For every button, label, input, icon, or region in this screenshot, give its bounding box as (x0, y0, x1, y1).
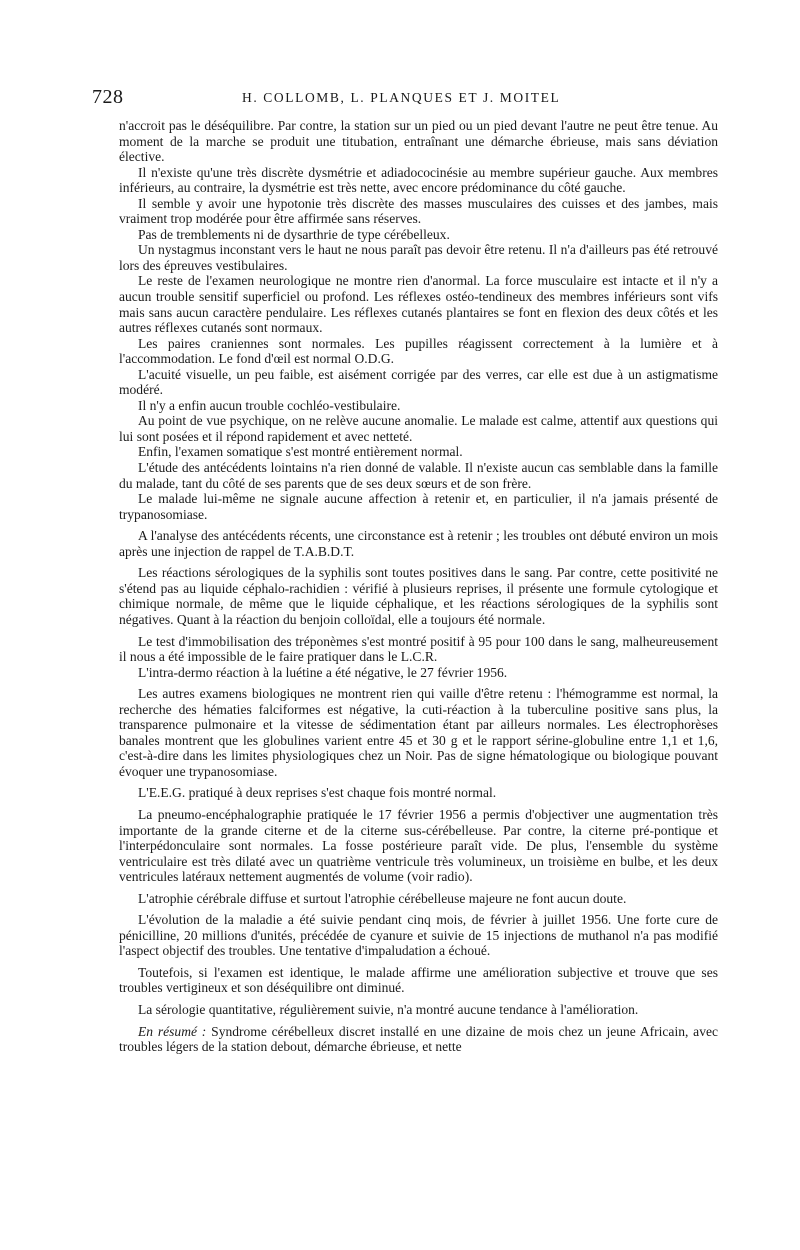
paragraph: Les paires craniennes sont normales. Les pupilles réagissent correctement à la lumière et à l'accommodation. Le fond d'œil est normal O.D.G. (119, 335, 718, 367)
paragraph: Il n'y a enfin aucun trouble cochléo-vestibulaire. (138, 397, 401, 413)
paragraph: Les réactions sérologiques de la syphilis sont toutes positives dans le sang. Par contre, cette positivité ne s'étend pas au liquide céphalo-rachidien : vérifié à plusieurs reprises, il présente une formule cytologique et chimique normale, de même que le liquide céphalique, et les réactions sérologiques de la syphilis sont négatives. Quant à la réaction du benjoin colloïdal, elle a toujours été normale. (119, 565, 718, 627)
paragraph: Il n'existe qu'une très discrète dysmétrie et adiadococinésie au membre supérieur gauche. Aux membres inférieurs, au contraire, la dysmétrie est très nette, avec encore prédominance du côté gauche. (119, 164, 718, 196)
paragraph: Un nystagmus inconstant vers le haut ne nous paraît pas devoir être retenu. Il n'a d'ailleurs pas été retrouvé lors des épreuves vestibulaires. (119, 242, 718, 273)
paragraph: L'évolution de la maladie a été suivie pendant cinq mois, de février à juillet 1956. Une forte cure de pénicilline, 20 millions d'unités, précédée de cyanure et suivie de 15 injections de muthanol n'a pas modifié l'aspect objectif des troubles. Une tentative d'impaludation a échoué. (119, 912, 718, 959)
paragraph: Au point de vue psychique, on ne relève aucune anomalie. Le malade est calme, attentif aux questions qui lui sont posées et il répond rapidement et avec netteté. (119, 413, 718, 444)
paragraph: L'E.E.G. pratiqué à deux reprises s'est chaque fois montré normal. (138, 785, 497, 801)
paragraph: Le malade lui-même ne signale aucune affection à retenir et, en particulier, il n'a jamais présenté de trypanosomiase. (119, 491, 718, 522)
paragraph: L'atrophie cérébrale diffuse et surtout l'atrophie cérébelleuse majeure ne font aucun doute. (138, 890, 627, 906)
page-number: 728 (92, 86, 124, 108)
page-header (92, 86, 718, 108)
paragraph: L'étude des antécédents lointains n'a rien donné de valable. Il n'existe aucun cas semblable dans la famille du malade, tant du côté de ses parents que de ses deux sœurs et de son frère. (119, 460, 718, 491)
paragraph: Pas de tremblements ni de dysarthrie de type cérébelleux. (138, 226, 450, 242)
paragraph: L'acuité visuelle, un peu faible, est aisément corrigée par des verres, car elle est due à un astigmatisme modéré. (119, 366, 718, 398)
paragraph: Le test d'immobilisation des tréponèmes s'est montré positif à 95 pour 100 dans le sang, malheureusement il nous a été impossible de le faire pratiquer dans le L.C.R. (119, 633, 718, 665)
paragraph: La sérologie quantitative, régulièrement suivie, n'a montré aucune tendance à l'amélioration. (138, 1001, 639, 1017)
paragraph: A l'analyse des antécédents récents, une circonstance est à retenir ; les troubles ont débuté environ un mois après une injection de rappel de T.A.B.D.T. (119, 528, 718, 559)
paragraph: n'accroit pas le déséquilibre. Par contre, la station sur un pied ou un pied devant l'autre ne peut être tenue. Au moment de la marche se produit une titubation, entraînant une démarche ébrieuse, mais sans déviation élective. (119, 118, 718, 165)
paragraph: L'intra-dermo réaction à la luétine a été négative, le 27 février 1956. (138, 664, 508, 680)
paragraph: Les autres examens biologiques ne montrent rien qui vaille d'être retenu : l'hémogramme est normal, la recherche des hématies falciformes est négative, la cuti-réaction à la tuberculine positive sans plus, la transparence pulmonaire et la vitesse de sédimentation étant par ailleurs normales. Les électrophorèses banales montrent que les globulines varient entre 45 et 30 g et le rapport sérine-globuline entre 1,1 et 1,6, c'est-à-dire dans les limites physiologiques chez un Noir. Pas de signe hématologique ou biologique pouvant évoquer une trypanosomiase. (119, 686, 718, 779)
summary-text: Syndrome cérébelleux discret installé en une dizaine de mois chez un jeune Africain, avec troubles légers de la station debout, démarche ébrieuse, et nette (119, 1023, 718, 1055)
article-body (119, 118, 718, 1055)
paragraph: La pneumo-encéphalographie pratiquée le 17 février 1956 a permis d'objectiver une augmentation très importante de la grande citerne et de la citerne sus-cérébelleuse. Par contre, la citerne pré-pontique et l'interpédonculaire sont normales. La fosse postérieure paraît vide. De plus, l'ensemble du système ventriculaire est très dilaté avec un quatrième ventricule très volumineux, un troisième en bulbe, et les deux ventricules latéraux nettement augmentés de volume (voir radio). (119, 806, 718, 885)
running-head: H. COLLOMB, L. PLANQUES ET J. MOITEL (242, 90, 561, 105)
summary-paragraph (119, 1024, 718, 1055)
paragraph: Il semble y avoir une hypotonie très discrète des masses musculaires des cuisses et des jambes, mais vraiment trop modérée pour être affirmée sans réserves. (119, 195, 718, 227)
summary-label: En résumé : (138, 1023, 207, 1039)
paragraph: Enfin, l'examen somatique s'est montré entièrement normal. (138, 444, 463, 460)
paragraph: Toutefois, si l'examen est identique, le malade affirme une amélioration subjective et trouve que ses troubles vertigineux et son déséquilibre ont diminué. (119, 964, 718, 996)
paragraph: Le reste de l'examen neurologique ne montre rien d'anormal. La force musculaire est intacte et il n'y a aucun trouble sensitif superficiel ou profond. Les réflexes ostéo-tendineux des membres inférieurs sont vifs mais sans aucun caractère pendulaire. Les réflexes cutanés plantaires se font en flexion des deux côtés et les autres réflexes cutanés sont normaux. (119, 273, 718, 336)
